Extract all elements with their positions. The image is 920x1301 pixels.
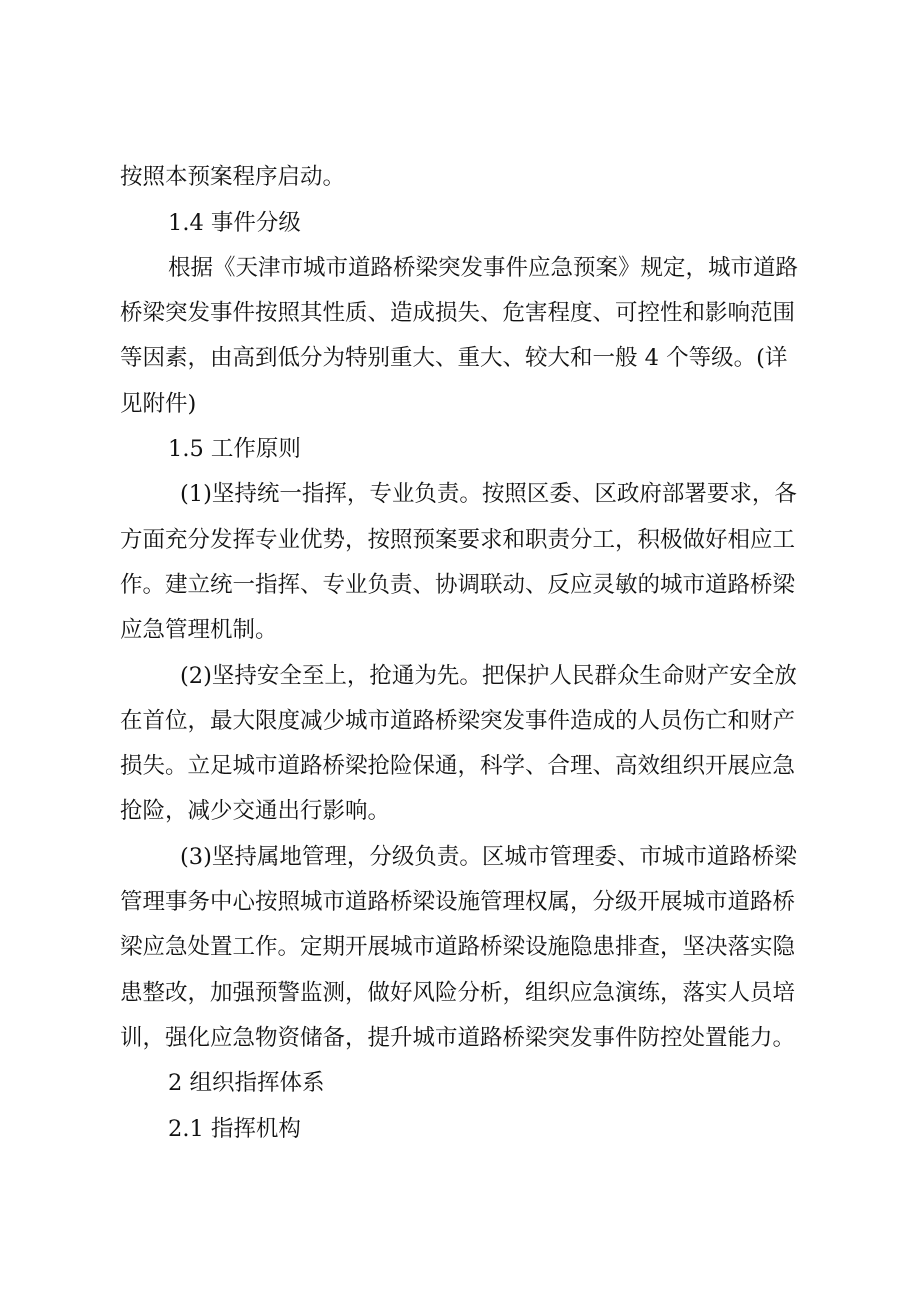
text-line: 作。建立统一指挥、专业负责、协调联动、反应灵敏的城市道路桥梁 (120, 572, 796, 598)
text-line: 应急管理机制。 (120, 617, 278, 643)
text-line: 患整改，加强预警监测，做好风险分析，组织应急演练，落实人员培 (120, 980, 796, 1006)
text-line: 桥梁突发事件按照其性质、造成损失、危害程度、可控性和影响范围 (120, 300, 796, 326)
text-line: (1)坚持统一指挥，专业负责。按照区委、区政府部署要求，各 (180, 481, 797, 507)
text-line: 抢险，减少交通出行影响。 (120, 798, 391, 824)
section-heading-1-5: 1.5 工作原则 (168, 436, 301, 462)
text-line: 梁应急处置工作。定期开展城市道路桥梁设施隐患排查，坚决落实隐 (120, 934, 796, 960)
text-line: 损失。立足城市道路桥梁抢险保通，科学、合理、高效组织开展应急 (120, 753, 796, 779)
text-line: 见附件) (120, 391, 197, 417)
text-line: (2)坚持安全至上，抢通为先。把保护人民群众生命财产安全放 (180, 663, 797, 689)
text-line: 在首位，最大限度减少城市道路桥梁突发事件造成的人员伤亡和财产 (120, 708, 796, 734)
text-line: 根据《天津市城市道路桥梁突发事件应急预案》规定，城市道路 (168, 255, 799, 281)
section-heading-2-1: 2.1 指挥机构 (168, 1116, 301, 1142)
text-line: (3)坚持属地管理，分级负责。区城市管理委、市城市道路桥梁 (180, 844, 797, 870)
text-line: 等因素，由高到低分为特别重大、重大、较大和一般 4 个等级。(详 (120, 345, 788, 371)
text-line: 训，强化应急物资储备，提升城市道路桥梁突发事件防控处置能力。 (120, 1025, 796, 1051)
text-line: 管理事务中心按照城市道路桥梁设施管理权属，分级开展城市道路桥 (120, 889, 796, 915)
section-heading-2: 2 组织指挥体系 (168, 1070, 325, 1096)
text-line: 按照本预案程序启动。 (120, 164, 346, 190)
section-heading-1-4: 1.4 事件分级 (168, 210, 301, 236)
text-line: 方面充分发挥专业优势，按照预案要求和职责分工，积极做好相应工 (120, 527, 796, 553)
